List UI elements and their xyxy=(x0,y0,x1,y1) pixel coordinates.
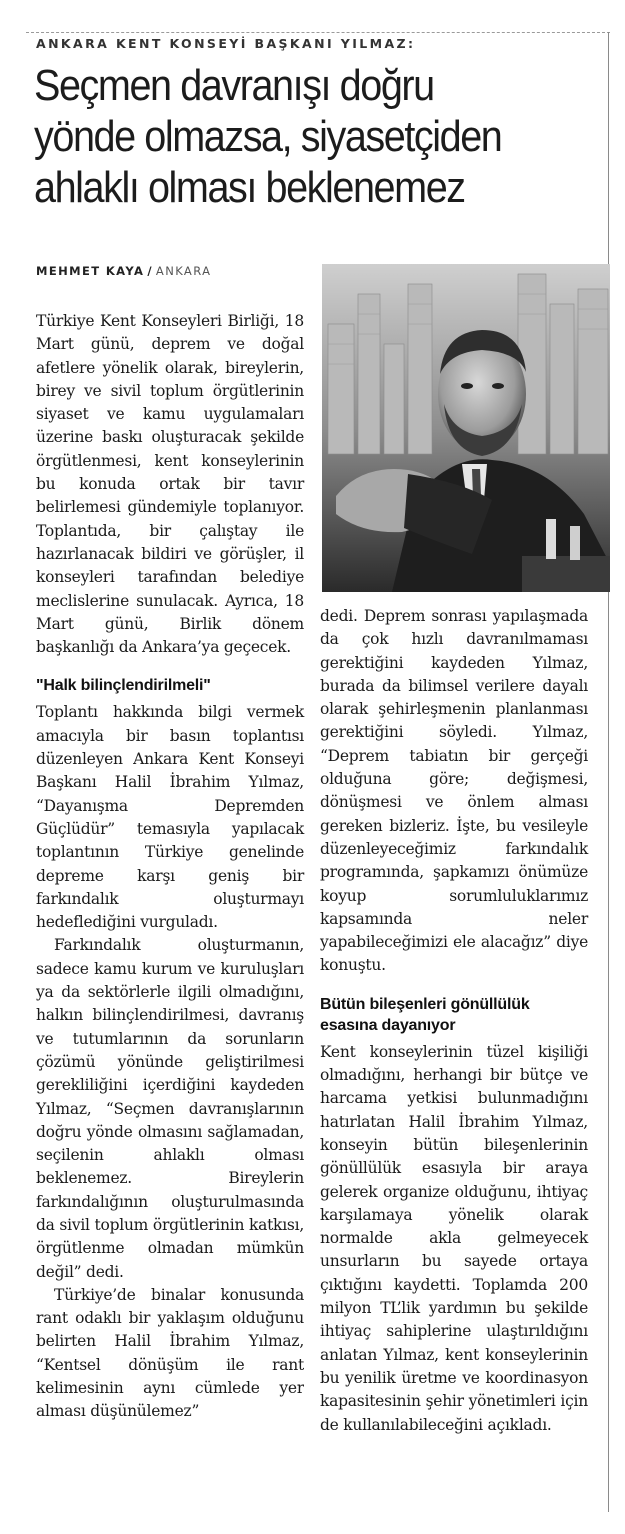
headline-line-3: ahlaklı olması beklenemez xyxy=(34,163,465,212)
column-left xyxy=(36,310,304,1424)
intro-paragraph: Türkiye Kent Konseyleri Birliği, 18 Mart günü, deprem ve doğal afetlere yönelik olarak, bireylerin, birey ve sivil toplum örgütlerinin siyaset ve kamu uygulamaları üzerine baskı oluşturacak şekilde örgütlenmesi, kent konseylerinin bu konuda ortak bir tavır belirlemesi gündemiyle toplanıyor. Toplantıda, bir çalıştay ile hazırlanacak bildiri ve görüşler, il konseyleri tarafından belediye meclislerine sunulacak. Ayrıca, 18 Mart günü, Birlik dönem başkanlığı da Ankara’ya geçecek. xyxy=(36,312,304,657)
intro-block xyxy=(36,310,304,659)
kicker: ANKARA KENT KONSEYİ BAŞKANI YILMAZ: xyxy=(36,36,416,51)
byline xyxy=(36,264,211,278)
paragraph-1: Toplantı hakkında bilgi vermek amacıyla bir basın toplantısı düzenleyen Ankara Kent Konseyi Başkanı Halil İbrahim Yılmaz, “Dayanışma Depremden Güçlüdür” temasıyla yapılacak toplantının Türkiye genelinde depreme karşı geniş bir farkındalık oluşturmayı hedeflediğini vurguladı. xyxy=(36,703,304,932)
byline-city: ANKARA xyxy=(155,264,212,278)
right-column-rule xyxy=(608,32,609,1512)
column-right xyxy=(320,605,588,1437)
paragraph-4: Kent konseylerinin tüzel kişiliği olmadığını, herhangi bir bütçe ve harcama yetkisi bulunmadığını hatırlatan Halil İbrahim Yılmaz, konseyin bütün bileşenlerinin gönüllülük esasıyla bir araya gelerek organize olduğunu, ihtiyaç karşılamaya yönelik olarak normalde akla gelmeyecek unsurların bu sayede ortaya çıktığını kaydetti. Toplamda 200 milyon TL’lik yardımın bu şekilde ihtiyaç sahiplerine ulaştırıldığını anlatan Yılmaz, kent konseylerinin bu yenilik üretme ve koordinasyon kapasitesinin şehir yönetimleri için de kullanılabileceğini açıkladı. xyxy=(320,1042,588,1434)
paragraph-3: Türkiye’de binalar konusunda rant odaklı bir yaklaşım olduğunu belirten Halil İbrahim Yılmaz, “Kentsel dönüşüm ile rant kelimesinin aynı cümlede yer alması düşünülemez” xyxy=(36,1285,304,1421)
headline-line-1: Seçmen davranışı doğru xyxy=(34,61,434,110)
paragraph-3-continued: dedi. Deprem sonrası yapılaşmada da çok hızlı davranılmaması gerektiğini kaydeden Yılmaz, burada da bilimsel verilere dayalı olarak şehirleşmenin planlanması gerektiğini söyledi. Yılmaz, “Deprem tabiatın bir gerçeği olduğuna göre; değişmesi, dönüşmesi ve önlem alması gereken bizleriz. İşte, bu vesileyle düzenleyeceğimiz farkındalık programında, şapkamızı önümüze koyup sorumluluklarımız kapsamında neler yapabileceğimizi ele alacağız” diye konuştu. xyxy=(320,607,588,975)
subhead-gonulluluk: Bütün bileşenleri gönüllülük esasına dayanıyor xyxy=(320,995,530,1034)
headline-line-2: yönde olmazsa, siyasetçiden xyxy=(34,112,502,161)
paragraph-2: Farkındalık oluşturmanın, sadece kamu kurum ve kuruluşları ya da sektörlerle ilgili olmadığını, halkın bilinçlendirilmesi, davranış ve tutumlarının da sorunların çözümü yönünde geliştirilmesi gerekliliğini içerdiğini kaydeden Yılmaz, “Seçmen davranışlarının doğru yönde olmasını sağlamadan, seçilenin ahlaklı olması beklenemez. Bireylerin farkındalığının oluşturulmasında da sivil toplum örgütlerinin katkısı, örgütlenme olmadan mümkün değil” dedi. xyxy=(36,936,304,1281)
headline xyxy=(34,60,547,213)
subhead-halk: "Halk bilinçlendirilmeli" xyxy=(36,677,211,695)
byline-separator: / xyxy=(147,264,153,278)
top-divider xyxy=(26,32,610,33)
byline-author: MEHMET KAYA xyxy=(36,264,145,278)
portrait-photo-icon xyxy=(322,264,610,592)
portrait-photo xyxy=(322,264,610,592)
